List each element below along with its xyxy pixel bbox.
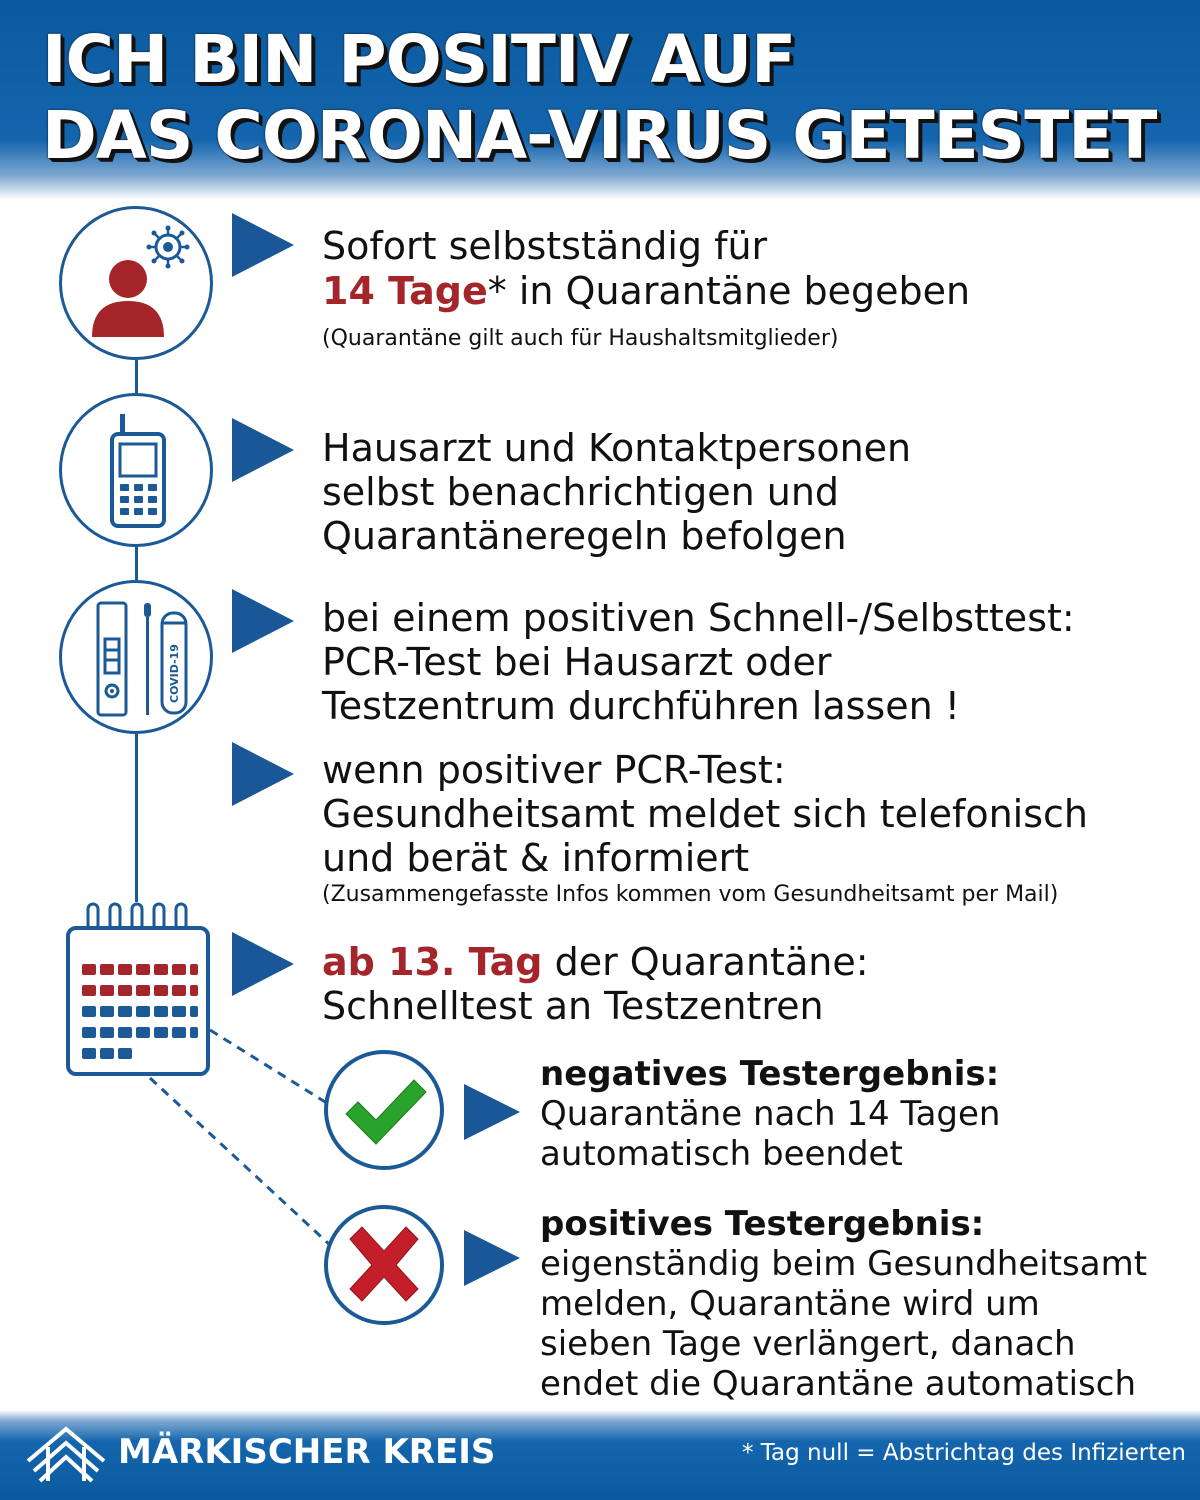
arrow-step-4 bbox=[232, 742, 294, 806]
step-quarantine-line-2 bbox=[322, 269, 970, 313]
tube-label: COVID-19 bbox=[168, 644, 181, 703]
positive-line-4: endet die Quarantäne automatisch bbox=[540, 1364, 1137, 1404]
step-pcr-note: (Zusammengefasste Infos kommen vom Gesundheitsamt per Mail) bbox=[322, 882, 1059, 907]
step-day13-line-1 bbox=[322, 940, 869, 984]
checkmark-icon bbox=[328, 1054, 440, 1166]
step-pcr-line-1: wenn positiver PCR-Test: bbox=[322, 748, 786, 792]
arrow-negative bbox=[464, 1084, 520, 1140]
negative-line-2: automatisch beendet bbox=[540, 1134, 903, 1174]
cross-icon bbox=[328, 1209, 440, 1321]
step-contact-line-2: selbst benachrichtigen und bbox=[322, 470, 840, 514]
negative-line-1: Quarantäne nach 14 Tagen bbox=[540, 1094, 1001, 1134]
step-test-line-3: Testzentrum durchführen lassen ! bbox=[322, 684, 961, 728]
positive-line-3: sieben Tage verlängert, danach bbox=[540, 1324, 1076, 1364]
test-kit-circle bbox=[59, 580, 213, 734]
negative-result-circle bbox=[324, 1050, 444, 1170]
positive-line-2: melden, Quarantäne wird um bbox=[540, 1284, 1040, 1324]
step-pcr-line-3: und berät & informiert bbox=[322, 836, 750, 880]
arrow-positive bbox=[464, 1230, 520, 1286]
test-kit-icon bbox=[62, 583, 216, 737]
footnote: * Tag null = Abstrichtag des Infizierten bbox=[741, 1440, 1186, 1466]
step-pcr-line-2: Gesundheitsamt meldet sich telefonisch bbox=[322, 792, 1089, 836]
positive-heading: positives Testergebnis: bbox=[540, 1204, 985, 1244]
title-line-1: ICH BIN POSITIV AUF bbox=[42, 21, 796, 98]
arrow-step-5 bbox=[232, 932, 294, 996]
step-quarantine-note: (Quarantäne gilt auch für Haushaltsmitglieder) bbox=[322, 326, 839, 351]
person-virus-circle bbox=[59, 206, 213, 360]
positive-line-1: eigenständig beim Gesundheitsamt bbox=[540, 1244, 1148, 1284]
negative-heading: negatives Testergebnis: bbox=[540, 1054, 1000, 1094]
phone-circle bbox=[59, 393, 213, 547]
arrow-step-3 bbox=[232, 589, 294, 653]
calendar-icon bbox=[60, 898, 216, 1082]
step-test-line-2: PCR-Test bei Hausarzt oder bbox=[322, 640, 832, 684]
step-day13-line-2: Schnelltest an Testzentren bbox=[322, 984, 824, 1028]
step-quarantine-line-1: Sofort selbstständig für bbox=[322, 224, 768, 268]
arrow-step-1 bbox=[232, 213, 294, 277]
person-virus-icon bbox=[62, 209, 216, 363]
title-line-2: DAS CORONA-VIRUS GETESTET bbox=[42, 97, 1157, 174]
step-test-line-1: bei einem positiven Schnell-/Selbsttest: bbox=[322, 596, 1075, 640]
quarantine-days-highlight: 14 Tage bbox=[322, 269, 488, 313]
positive-result-circle bbox=[324, 1205, 444, 1325]
mobile-phone-icon bbox=[62, 396, 216, 550]
arrow-step-2 bbox=[232, 418, 294, 482]
day13-line-1-rest: der Quarantäne: bbox=[542, 940, 869, 984]
brand-name: MÄRKISCHER KREIS bbox=[118, 1432, 496, 1472]
logo-icon bbox=[24, 1425, 108, 1487]
step-contact-line-1: Hausarzt und Kontaktpersonen bbox=[322, 426, 912, 470]
step-contact-line-3: Quarantäneregeln befolgen bbox=[322, 514, 847, 558]
quarantine-line-2-rest: * in Quarantäne begeben bbox=[487, 269, 971, 313]
day13-highlight: ab 13. Tag bbox=[322, 940, 543, 984]
